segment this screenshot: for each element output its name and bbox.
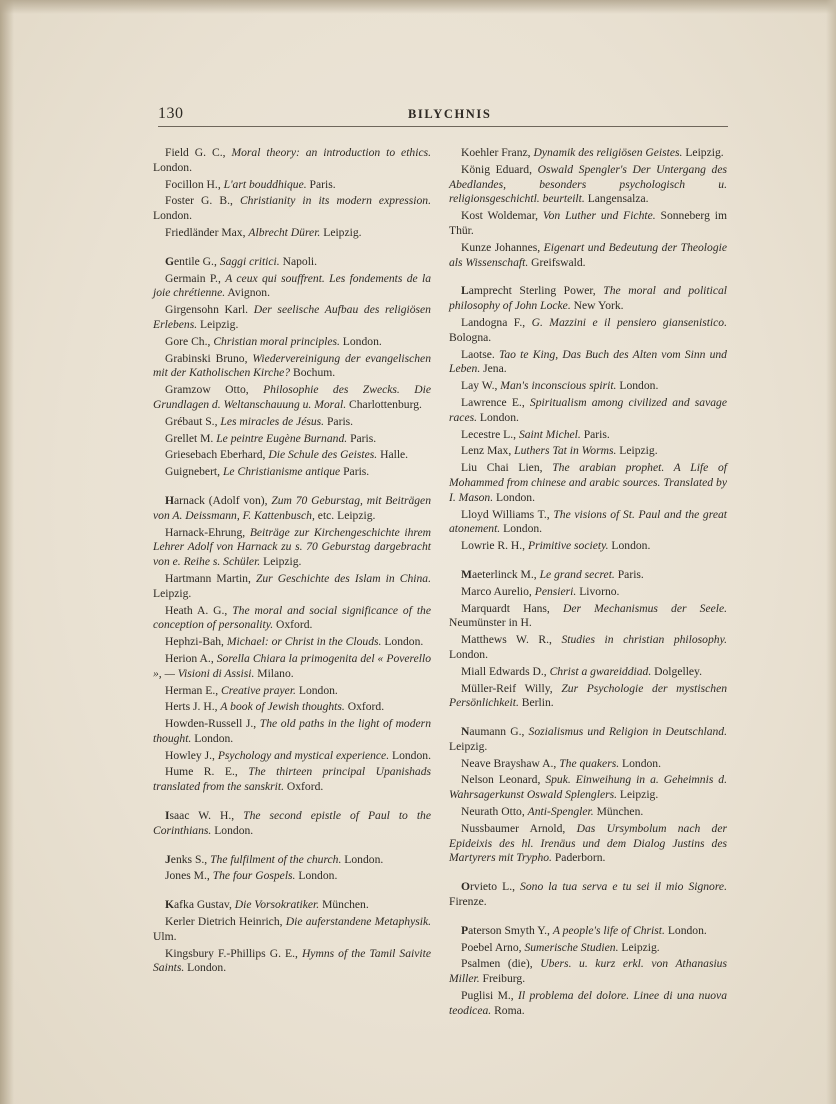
entry-place: London. — [503, 522, 543, 536]
entry-title: L'art bouddhique. — [223, 177, 307, 191]
bibliography-entry — [153, 869, 431, 884]
entry-place: London. — [384, 635, 424, 649]
entry-title: A ceux qui souffrent. Les fondements de la joie chrétienne. — [153, 271, 432, 300]
entry-title: Philosophie des Zwecks. Die Grundlagen d. Weltanschauung u. Moral. — [153, 383, 431, 411]
bibliography-entry — [153, 717, 431, 747]
section-initial-letter: N — [461, 725, 470, 739]
bibliography-entry — [153, 303, 431, 333]
entry-place: Leipzig. — [619, 788, 659, 802]
entry-place: Leipzig. — [685, 146, 724, 159]
entry-title: Eigenart und Bedeutung der Theologie als Wissenschaft. — [449, 240, 727, 269]
entry-place: London. — [449, 647, 488, 661]
entry-title: Le peintre Eugène Burnand. — [216, 431, 348, 445]
entry-title: Moral theory: an introduction to ethics. — [231, 146, 431, 159]
bibliography-entry — [153, 809, 431, 839]
bibliography-entry — [153, 415, 431, 430]
entry-title: Anti-Spengler. — [527, 805, 594, 819]
bibliography-entry — [153, 146, 431, 176]
entry-place: Freiburg. — [482, 972, 526, 986]
entry-title: The arabian prophet. A Life of Mohammed from chinese and arabic sources. Translated by I. Mason. — [449, 461, 727, 504]
entry-place: Firenze. — [449, 895, 487, 909]
entry-place: London. — [622, 756, 661, 770]
entry-place: Roma. — [494, 1003, 525, 1017]
entry-title: Sono la tua serva e tu sei il mio Signore. — [520, 880, 727, 894]
entry-place: London. — [342, 334, 382, 348]
entry-title: Studies in christian philosophy. — [561, 633, 727, 647]
letter-section-gap — [153, 886, 431, 898]
section-initial-letter: K — [165, 898, 175, 912]
bibliography-column-left — [153, 146, 431, 978]
entry-place: München. — [596, 805, 644, 819]
entry-author: Herman E., — [165, 683, 219, 697]
entry-author: Lowrie R. H., — [461, 539, 526, 553]
entry-title: G. Mazzini e il pensiero giansenistico. — [531, 315, 727, 329]
entry-place: Charlottenburg. — [349, 397, 422, 411]
entry-title: Le grand secret. — [539, 567, 615, 581]
entry-author: Müller-Reif Willy, — [461, 681, 553, 695]
entry-author: Grébaut S., — [165, 414, 218, 428]
bibliography-entry — [449, 568, 727, 583]
running-head — [158, 105, 728, 127]
entry-place: New York. — [573, 299, 624, 313]
bibliography-entry — [449, 633, 727, 663]
bibliography-entry — [449, 957, 727, 987]
entry-place: Paris. — [343, 465, 370, 479]
entry-place: London. — [187, 961, 227, 975]
entry-author: Howden-Russell J., — [165, 717, 257, 731]
entry-title: Beiträge zur Kirchengeschichte ihrem Lehrer Adolf von Harnack zu s. 70 Geburstag dargebracht von e. Reihe s. Schüler. — [153, 525, 431, 569]
bibliography-entry — [153, 915, 431, 945]
entry-title: A people's life of Christ. — [552, 923, 665, 937]
bibliography-entry — [153, 178, 431, 193]
entry-author: Lamprecht Sterling Power, — [461, 284, 596, 298]
entry-author: Kafka Gustav, — [165, 898, 232, 912]
entry-author: Griesebach Eberhard, — [165, 448, 266, 462]
bibliography-entry — [153, 448, 431, 463]
entry-title: Pensieri. — [534, 584, 577, 598]
entry-author: Herion A., — [165, 651, 214, 665]
entry-place: Leipzig. — [323, 225, 362, 239]
entry-place: Leipzig. — [200, 317, 239, 331]
entry-title: Zur Geschichte des Islam in China. — [255, 571, 431, 585]
entry-place: Paris. — [350, 431, 377, 445]
entry-title: Ubers. u. kurz erkl. von Athanasius Miller. — [449, 957, 727, 986]
entry-author: Girgensohn Karl. — [165, 303, 249, 317]
entry-title: Die auferstandene Metaphysik. — [285, 915, 431, 929]
entry-title: Christianity in its modern expression. — [239, 194, 431, 208]
bibliography-entry — [449, 989, 727, 1019]
entry-place: Paris. — [617, 567, 644, 581]
bibliography-entry — [449, 773, 727, 803]
entry-place: London. — [611, 539, 651, 553]
entry-place: Napoli. — [282, 254, 318, 268]
page-edge-right — [826, 0, 836, 1104]
letter-section-gap — [449, 272, 727, 284]
entry-place: Jena. — [483, 362, 507, 376]
entry-title: Das Ursymbolum nach der Epideixis des hl. Irenäus und dem Dialog Justins des Martyrers mit Trypho. — [449, 821, 727, 865]
entry-title: Man's inconscious spirit. — [500, 379, 617, 393]
entry-author: Lenz Max, — [461, 444, 512, 458]
entry-title: Saint Michel. — [518, 427, 581, 441]
bibliography-entry — [153, 572, 431, 602]
entry-title: Tao te King, Das Buch des Alten vom Sinn und Leben. — [449, 347, 727, 376]
entry-place: Leipzig. — [153, 586, 192, 600]
entry-place: Ulm. — [153, 929, 177, 943]
entry-author: Lawrence E., — [461, 395, 525, 409]
bibliography-entry — [449, 508, 727, 538]
entry-author: Naumann G., — [461, 725, 525, 739]
bibliography-entry — [449, 241, 727, 271]
entry-title: Zur Psychologie der mystischen Persönlichkeit. — [449, 681, 728, 710]
entry-title: Sumerische Studien. — [524, 940, 619, 954]
section-initial-letter: O — [461, 880, 471, 894]
entry-place: Oxford. — [276, 618, 313, 632]
entry-author: Gramzow Otto, — [165, 383, 249, 397]
page-edge-top — [0, 0, 836, 14]
entry-title: The quakers. — [559, 756, 620, 770]
bibliography-entry — [153, 652, 431, 682]
entry-place: Greifswald. — [531, 255, 586, 269]
entry-place: London. — [392, 748, 431, 762]
entry-place: Leipzig. — [619, 444, 658, 458]
bibliography-entry — [153, 255, 431, 270]
entry-place: Paris. — [326, 414, 354, 428]
bibliography-entry — [153, 604, 431, 634]
entry-author: Howley J., — [165, 748, 215, 762]
entry-author: Jenks S., — [165, 852, 208, 866]
entry-title: Il problema del dolore. Linee di una nuova teodicea. — [449, 989, 727, 1017]
entry-author: Grabinski Bruno, — [165, 351, 248, 365]
entry-author: Gentile G., — [165, 254, 217, 268]
entry-author: Kingsbury F.-Phillips G. E., — [165, 946, 298, 960]
entry-author: Germain P., — [165, 271, 221, 285]
entry-author: Liu Chai Lien, — [461, 461, 543, 475]
entry-title: Wiedervereinigung der evangelischen mit der Katholischen Kirche? — [153, 351, 431, 380]
entry-place: Livorno. — [579, 584, 620, 598]
page-number: 130 — [158, 105, 184, 122]
bibliography-entry — [449, 602, 727, 632]
letter-section-gap — [449, 713, 727, 725]
section-initial-letter: J — [165, 852, 171, 866]
entry-title: Dynamik des religiösen Geistes. — [533, 146, 683, 159]
entry-author: König Eduard, — [461, 162, 532, 176]
entry-author: Poebel Arno, — [461, 940, 522, 954]
bibliography-entry — [449, 146, 727, 161]
bibliography-entry — [153, 765, 431, 795]
bibliography-entry — [449, 725, 727, 755]
entry-author: Lecestre L., — [461, 427, 517, 441]
entry-author: Isaac W. H., — [165, 809, 235, 823]
letter-section-gap — [153, 482, 431, 494]
bibliography-entry — [449, 757, 727, 772]
entry-title: Christian moral principles. — [213, 334, 340, 348]
entry-author: Marco Aurelio, — [461, 584, 532, 598]
entry-title: Creative prayer. — [221, 683, 296, 697]
entry-author: Kost Woldemar, — [461, 209, 538, 223]
entry-author: Friedländer Max, — [165, 225, 246, 239]
entry-place: Bochum. — [292, 366, 336, 380]
entry-title: Spiritualism among civilized and savage races. — [449, 395, 727, 424]
bibliography-entry — [449, 941, 727, 956]
entry-place: Leipzig. — [449, 739, 488, 753]
letter-section-gap — [153, 797, 431, 809]
entry-title: Le Christianisme antique — [222, 465, 341, 479]
bibliography-entry — [449, 822, 727, 866]
entry-place: Bologna. — [449, 330, 492, 344]
entry-title: Die Vorsokratiker. — [234, 898, 320, 912]
bibliography-entry — [449, 805, 727, 820]
entry-author: Harnack (Adolf von), — [165, 493, 268, 507]
entry-place: Oxford. — [347, 700, 385, 714]
entry-author: Lloyd Williams T., — [461, 507, 550, 521]
entry-author: Orvieto L., — [461, 880, 515, 894]
entry-title: The fulfilment of the church. — [210, 852, 342, 866]
entry-place: Avignon. — [227, 286, 271, 300]
bibliography-entry — [449, 348, 727, 378]
bibliography-entry — [449, 209, 727, 239]
entry-place: London. — [214, 823, 254, 837]
bibliography-entry — [449, 924, 727, 939]
entry-title: The thirteen principal Upanishads translated from the sanskrit. — [153, 765, 431, 794]
entry-author: Kerler Dietrich Heinrich, — [165, 915, 283, 929]
entry-place: etc. Leipzig. — [317, 508, 376, 522]
bibliography-entry — [449, 682, 727, 712]
entry-author: Koehler Franz, — [461, 146, 531, 159]
entry-title: A book of Jewish thoughts. — [220, 700, 345, 714]
bibliography-entry — [449, 444, 727, 459]
bibliography-entry — [153, 226, 431, 241]
entry-title: Primitive society. — [527, 539, 609, 553]
entry-place: London. — [619, 379, 659, 393]
entry-place: Neumünster in H. — [449, 616, 532, 630]
entry-title: The moral and social significance of the conception of personality. — [153, 603, 431, 632]
bibliography-entry — [153, 700, 431, 715]
entry-place: Paris. — [309, 177, 336, 191]
bibliography-entry — [449, 163, 727, 207]
section-initial-letter: P — [461, 923, 469, 937]
letter-section-gap — [449, 868, 727, 880]
entry-author: Kunze Johannes, — [461, 240, 541, 254]
entry-title: The visions of St. Paul and the great atonement. — [449, 507, 727, 536]
entry-title: Die Schule des Geistes. — [268, 448, 378, 462]
bibliography-entry — [449, 880, 727, 910]
entry-place: London. — [479, 410, 519, 424]
bibliography-entry — [153, 383, 431, 413]
bibliography-entry — [449, 316, 727, 346]
entry-author: Field G. C., — [165, 146, 226, 159]
entry-place: London. — [667, 923, 707, 937]
entry-author: Heath A. G., — [165, 603, 228, 617]
entry-author: Hartmann Martin, — [165, 571, 251, 585]
entry-author: Neave Brayshaw A., — [461, 756, 557, 770]
entry-title: Zum 70 Geburstag, mit Beiträgen von A. Deissmann, F. Kattenbusch, — [153, 493, 431, 522]
entry-title: Sorella Chiara la primogenita del « Poverello », — Visioni di Assisi. — [153, 651, 431, 680]
section-initial-letter: H — [165, 493, 175, 507]
entry-author: Nelson Leonard, — [461, 773, 541, 787]
page-edge-left — [0, 0, 14, 1104]
entry-title: Saggi critici. — [219, 254, 280, 268]
entry-title: Hymns of the Tamil Saivite Saints. — [153, 946, 431, 975]
section-initial-letter: G — [165, 254, 175, 268]
entry-title: Les miracles de Jésus. — [220, 414, 325, 428]
entry-title: Der seelische Aufbau des religiösen Erlebens. — [153, 303, 431, 331]
bibliography-entry — [153, 335, 431, 350]
entry-author: Hephzi-Bah, — [165, 635, 224, 649]
header-rule — [158, 126, 728, 127]
section-initial-letter: M — [461, 567, 472, 581]
entry-place: Paderborn. — [554, 851, 606, 865]
entry-place: Halle. — [380, 448, 409, 462]
entry-author: Lay W., — [461, 379, 498, 393]
entry-author: Paterson Smyth Y., — [461, 923, 550, 937]
bibliography-column-right — [449, 146, 727, 1021]
entry-author: Jones M., — [165, 869, 210, 883]
bibliography-entry — [153, 947, 431, 977]
entry-place: London. — [153, 209, 192, 223]
entry-author: Puglisi M., — [461, 989, 514, 1003]
bibliography-entry — [153, 749, 431, 764]
bibliography-entry — [449, 396, 727, 426]
entry-author: Psalmen (die), — [461, 957, 533, 971]
entry-place: London. — [298, 683, 338, 697]
entry-place: London. — [194, 731, 234, 745]
entry-place: London. — [153, 160, 192, 174]
bibliography-entry — [449, 539, 727, 554]
entry-title: Oswald Spengler's Der Untergang des Abedlandes, besonders psychologisch u. religionsgeschichtl. beurteilt. — [449, 162, 727, 206]
bibliography-entry — [449, 284, 727, 314]
entry-author: Neurath Otto, — [461, 805, 525, 819]
entry-title: The old paths in the light of modern thought. — [153, 717, 431, 745]
entry-title: Michael: or Christ in the Clouds. — [226, 635, 382, 649]
entry-author: Miall Edwards D., — [461, 664, 547, 678]
entry-place: Langensalza. — [587, 192, 649, 206]
entry-author: Hume R. E., — [165, 765, 238, 779]
bibliography-entry — [153, 853, 431, 868]
entry-author: Matthews W. R., — [461, 633, 552, 647]
entry-author: Laotse. — [461, 347, 495, 361]
entry-place: London. — [496, 490, 535, 504]
entry-author: Gore Ch., — [165, 334, 211, 348]
entry-author: Herts J. H., — [165, 700, 218, 714]
entry-place: Paris. — [583, 427, 610, 441]
entry-title: Der Mechanismus der Seele. — [562, 601, 727, 615]
bibliography-entry — [449, 428, 727, 443]
entry-author: Foster G. B., — [165, 194, 233, 208]
entry-place: Dolgelley. — [654, 664, 703, 678]
bibliography-entry — [449, 461, 727, 505]
entry-place: London. — [298, 869, 338, 883]
entry-title: The moral and political philosophy of John Locke. — [449, 284, 727, 313]
entry-author: Guignebert, — [165, 465, 221, 479]
bibliography-entry — [153, 432, 431, 447]
entry-title: Von Luther und Fichte. — [542, 209, 656, 223]
entry-author: Grellet M. — [165, 431, 214, 445]
entry-author: Focillon H., — [165, 177, 221, 191]
entry-place: Leipzig. — [621, 940, 660, 954]
entry-title: Spuk. Einweihung in a. Geheimnis d. Wahrsagerkunst Oswald Splenglers. — [449, 773, 727, 802]
entry-place: Oxford. — [286, 780, 324, 794]
bibliography-entry — [153, 526, 431, 570]
section-initial-letter: I — [165, 809, 170, 823]
entry-title: The four Gospels. — [212, 869, 296, 883]
bibliography-entry — [153, 465, 431, 480]
bibliography-entry — [153, 194, 431, 224]
entry-title: Psychology and mystical experience. — [217, 748, 390, 762]
entry-place: Milano. — [257, 666, 294, 680]
entry-place: Sonneberg im Thür. — [449, 209, 727, 237]
entry-title: Luthers Tat in Worms. — [514, 444, 617, 458]
journal-title: BILYCHNIS — [408, 107, 492, 121]
bibliography-entry — [153, 272, 431, 302]
bibliography-entry — [449, 585, 727, 600]
bibliography-entry — [449, 665, 727, 680]
entry-place: München. — [322, 898, 369, 912]
entry-title: Christ a gwareiddiad. — [549, 664, 652, 678]
bibliography-entry — [153, 898, 431, 913]
bibliography-entry — [449, 379, 727, 394]
entry-place: London. — [344, 852, 384, 866]
bibliography-entry — [153, 352, 431, 382]
entry-author: Harnack-Ehrung, — [165, 525, 246, 539]
entry-title: The second epistle of Paul to the Corinthians. — [153, 809, 431, 837]
letter-section-gap — [449, 912, 727, 924]
entry-title: Albrecht Dürer. — [248, 225, 321, 239]
entry-author: Nussbaumer Arnold, — [461, 821, 566, 835]
letter-section-gap — [153, 841, 431, 853]
letter-section-gap — [449, 556, 727, 568]
bibliography-entry — [153, 684, 431, 699]
bibliography-entry — [153, 494, 431, 524]
entry-place: Berlin. — [521, 696, 554, 710]
entry-author: Landogna F., — [461, 315, 526, 329]
entry-place: Leipzig. — [263, 555, 302, 569]
letter-section-gap — [153, 243, 431, 255]
bibliography-entry — [153, 635, 431, 650]
entry-author: Marquardt Hans, — [461, 601, 550, 615]
entry-title: Sozialismus und Religion in Deutschland. — [528, 725, 728, 739]
entry-author: Maeterlinck M., — [461, 567, 537, 581]
section-initial-letter: L — [461, 284, 469, 298]
